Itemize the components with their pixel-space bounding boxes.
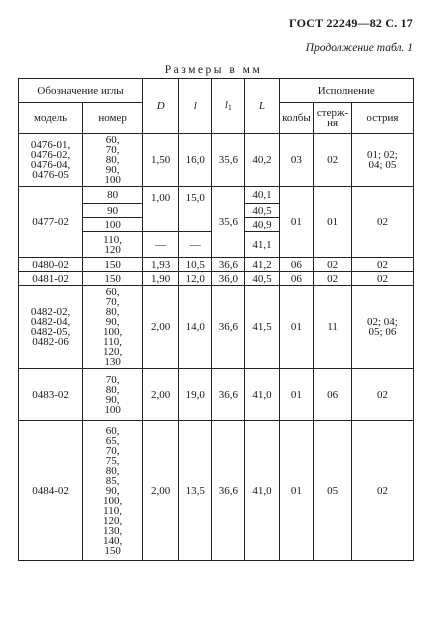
rod-cell: 05	[314, 421, 352, 561]
header-number: номер	[83, 103, 143, 134]
D-cell: —	[143, 232, 179, 258]
l-cell: 13,5	[179, 421, 212, 561]
header-rod: стерж- ня	[314, 103, 352, 134]
L-cell: 41,0	[245, 369, 279, 421]
flask-cell: 01	[279, 286, 314, 369]
L-cell: 40,2	[245, 134, 279, 187]
l1-cell: 36,6	[212, 286, 245, 369]
table-continuation-note: Продолжение табл. 1	[305, 42, 413, 54]
l1-cell: 36,0	[212, 272, 245, 286]
table-row	[19, 369, 414, 421]
l-cell: 14,0	[179, 286, 212, 369]
rod-cell: 02	[314, 272, 352, 286]
model-cell: 0481-02	[19, 272, 83, 286]
number-cell: 60, 70, 80, 90, 100	[83, 134, 143, 187]
number-cell: 70, 80, 90, 100	[83, 369, 143, 421]
l1-cell: 36,6	[212, 421, 245, 561]
point-cell: 02; 04; 05; 06	[351, 286, 413, 369]
model-cell: 0476-01, 0476-02, 0476-04, 0476-05	[19, 134, 83, 187]
L-cell: 40,9	[245, 218, 279, 232]
table-row	[19, 286, 414, 369]
number-cell: 150	[83, 258, 143, 272]
L-cell: 41,2	[245, 258, 279, 272]
page-header: ГОСТ 22249—82 С. 17	[289, 16, 413, 30]
rod-cell: 06	[314, 369, 352, 421]
l-cell: 10,5	[179, 258, 212, 272]
table-row	[19, 272, 414, 286]
number-cell: 60, 65, 70, 75, 80, 85, 90, 100, 110, 120, 130, 140, 150	[83, 421, 143, 561]
L-cell: 40,5	[245, 272, 279, 286]
header-model: модель	[19, 103, 83, 134]
flask-cell: 06	[279, 272, 314, 286]
header-designation: Обозначение иглы	[19, 79, 143, 103]
header-flask: колбы	[279, 103, 314, 134]
model-cell: 0480-02	[19, 258, 83, 272]
needle-dimensions-table	[18, 78, 414, 561]
rod-cell: 02	[314, 258, 352, 272]
L-cell: 41,1	[245, 232, 279, 258]
D-cell: 1,90	[143, 272, 179, 286]
flask-cell: 01	[279, 369, 314, 421]
flask-cell: 03	[279, 134, 314, 187]
number-cell: 60, 70, 80, 90, 100, 110, 120, 130	[83, 286, 143, 369]
flask-cell: 06	[279, 258, 314, 272]
l-cell: 19,0	[179, 369, 212, 421]
flask-cell: 01	[279, 187, 314, 258]
l-cell: —	[179, 232, 212, 258]
point-cell: 02	[351, 369, 413, 421]
D-cell: 2,00	[143, 369, 179, 421]
number-cell: 90	[83, 204, 143, 218]
D-cell: 2,00	[143, 286, 179, 369]
D-cell: 1,93	[143, 258, 179, 272]
point-cell: 02	[351, 421, 413, 561]
l1-cell: 35,6	[212, 187, 245, 258]
D-cell: 2,00	[143, 421, 179, 561]
l-cell: 16,0	[179, 134, 212, 187]
l1-cell: 35,6	[212, 134, 245, 187]
number-cell: 80	[83, 187, 143, 204]
rod-cell: 02	[314, 134, 352, 187]
table-row	[19, 134, 414, 187]
number-cell: 150	[83, 272, 143, 286]
header-point: острия	[351, 103, 413, 134]
L-cell: 40,1	[245, 187, 279, 204]
l1-cell: 36,6	[212, 369, 245, 421]
point-cell: 02	[351, 187, 413, 258]
point-cell: 02	[351, 258, 413, 272]
L-cell: 40,5	[245, 204, 279, 218]
D-cell: 1,50	[143, 134, 179, 187]
header-execution: Исполнение	[279, 79, 413, 103]
flask-cell: 01	[279, 421, 314, 561]
table-row	[19, 187, 414, 204]
rod-cell: 01	[314, 187, 352, 258]
model-cell: 0484-02	[19, 421, 83, 561]
L-cell: 41,5	[245, 286, 279, 369]
model-cell: 0477-02	[19, 187, 83, 258]
model-cell: 0483-02	[19, 369, 83, 421]
header-l1: $l_1$	[212, 79, 245, 134]
rod-cell: 11	[314, 286, 352, 369]
D-cell: 1,00	[143, 187, 179, 232]
l-cell: 15,0	[179, 187, 212, 232]
l1-cell: 36,6	[212, 258, 245, 272]
number-cell: 100	[83, 218, 143, 232]
header-D: D	[143, 79, 179, 134]
table-row	[19, 421, 414, 561]
header-L: L	[245, 79, 279, 134]
header-l: l	[179, 79, 212, 134]
point-cell: 02	[351, 272, 413, 286]
number-cell: 110, 120	[83, 232, 143, 258]
l-cell: 12,0	[179, 272, 212, 286]
model-cell: 0482-02, 0482-04, 0482-05, 0482-06	[19, 286, 83, 369]
table-row	[19, 258, 414, 272]
L-cell: 41,0	[245, 421, 279, 561]
point-cell: 01; 02; 04; 05	[351, 134, 413, 187]
table-caption: Размеры в мм	[164, 64, 263, 76]
